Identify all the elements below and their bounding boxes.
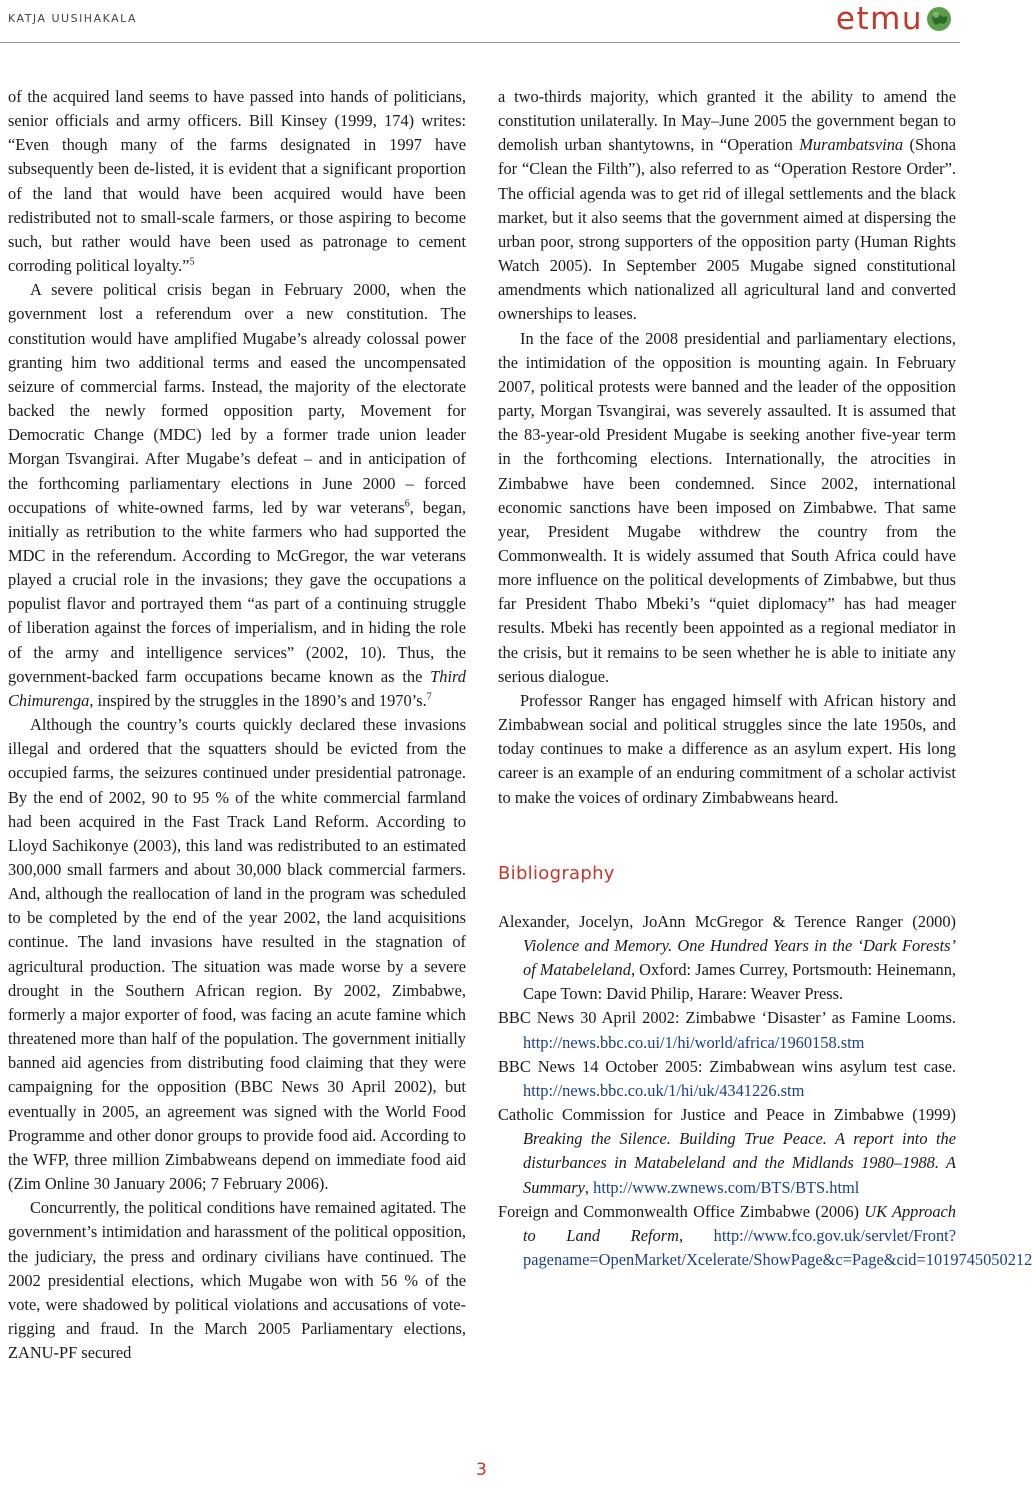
- journal-logo: [835, 1, 952, 37]
- globe-icon: [926, 6, 952, 32]
- bibliography-link[interactable]: http://www.zwnews.com/BTS/BTS.html: [593, 1177, 860, 1197]
- paragraph: of the acquired land seems to have passed into hands of politicians, senior officials and army officers. Bill Kinsey (1999, 174) writes: “Even though many of the farms designated in 1997 have subsequently been de-listed, it is evident that a significant proportion of the land that would have been acquired would have been redistributed not to small-scale farmers, or those aspiring to become such, but rather would have been used as patronage to cement corroding political loyalty.”$^5$: [8, 87, 466, 276]
- footnote-ref[interactable]: 5: [189, 256, 195, 268]
- right-column: [498, 85, 1032, 1272]
- footnote-ref[interactable]: 7: [426, 691, 432, 703]
- paragraph: In the face of the 2008 presidential and parliamentary elections, the intimidation of the opposition is mounting again. In February 2007, political protests were banned and the leader of the opposition party, Morgan Tsvangirai, was severely assaulted. It is assumed that the 83-year-old President Mugabe is seeking another five-year term in the forthcoming elections. Internationally, the atrocities in Zimbabwe have been condemned. Since 2002, international economic sanctions have been imposed on Zimbabwe. That same year, President Mugabe withdrew the country from the Commonwealth. It is widely assumed that South Africa could have more influence on the political developments of Zimbabwe, but thus far President Thabo Mbeki’s “quiet diplomacy” has had meager results. Mbeki has recently been appointed as a regional mediator in the crisis, but it remains to be seen whether he is able to initiate any serious dialogue.: [498, 328, 956, 686]
- bibliography-entry: Foreign and Commonwealth Office Zimbabwe (2006) UK Approach to Land Reform, http://www.fco.gov.uk/servlet/Front?pagename=OpenMarket/Xcelerate/ShowPage&c=Page&cid=1019745050212: [498, 1201, 1032, 1270]
- bibliography-link[interactable]: http://news.bbc.co.ui/1/hi/world/africa/1960158.stm: [523, 1032, 865, 1052]
- paragraph: a two-thirds majority, which granted it the ability to amend the constitution unilaterally. In May–June 2005 the government began to demolish urban shantytowns, in “Operation Murambatsvina (Shona for “Clean the Filth”), also referred to as “Operation Restore Order”. The official agenda was to get rid of illegal settlements and the black market, but it also seems that the government aimed at dispersing the urban poor, strong supporters of the opposition party (Human Rights Watch 2005). In September 2005 Mugabe signed constitutional amendments which nationalized all agricultural land and converted ownerships to leases.: [498, 87, 956, 324]
- paragraph: Although the country’s courts quickly declared these invasions illegal and ordered that the squatters should be evicted from the occupied farms, the seizures continued under presidential patronage. By the end of 2002, 90 to 95 % of the white commercial farmland had been acquired in the Fast Track Land Reform. According to Lloyd Sachikonye (2003), this land was redistributed to an estimated 300,000 small farmers and about 30,000 black commercial farmers. And, although the reallocation of land in the program was scheduled to be completed by the end of the year 2002, the land acquisitions continue. The land invasions have resulted in the stagnation of agricultural production. The situation was made worse by a severe drought in the Southern African region. By 2002, Zimbabwe, formerly a major exporter of food, was facing an acute famine which threatened more than half of the population. The government initially banned aid agencies from distributing food claiming that they were campaigning for the opposition (BBC News 30 April 2002), but eventually in 2005, an agreement was signed with the World Food Programme and other donor groups to provide food aid. According to the WFP, three million Zimbabweans depend on immediate food aid (Zim Online 30 January 2006; 7 February 2006).: [8, 715, 466, 1194]
- journal-logo-text: etmu: [835, 1, 923, 37]
- paragraph: Concurrently, the political conditions have remained agitated. The government’s intimidation and harassment of the political opposition, the judiciary, the press and ordinary civilians have continued. The 2002 presidential elections, which Mugabe won with 56 % of the vote, were shadowed by political violations and accusations of vote-rigging and fraud. In the March 2005 Parliamentary elections, ZANU-PF secured: [8, 1198, 466, 1363]
- bibliography-entry: BBC News 14 October 2005: Zimbabwean wins asylum test case. http://news.bbc.co.uk/1/hi/uk/4341226.stm: [498, 1056, 956, 1100]
- running-header-author: KATJA UUSIHAKALA: [8, 12, 138, 25]
- bibliography-link[interactable]: http://news.bbc.co.uk/1/hi/uk/4341226.stm: [523, 1080, 805, 1100]
- paragraph: A severe political crisis began in February 2000, when the government lost a referendum over a new constitution. The constitution would have amplified Mugabe’s already colossal power granting him two additional terms and eased the uncompensated seizure of commercial farms. Instead, the majority of the electorate backed the newly formed opposition party, Movement for Democratic Change (MDC) led by a former trade union leader Morgan Tsvangirai. After Mugabe’s defeat – and in anticipation of the forthcoming parliamentary elections in June 2000 – forced occupations of white-owned farms, led by war veterans$^6$, began, initially as retribution to the white farmers who had supported the MDC in the referendum. According to McGregor, the war veterans played a crucial role in the invasions; they gave the occupations a populist flavor and portrayed them “as part of a continuing struggle of liberation against the forces of imperialism, and in hiding the role of the army and intelligence services” (2002, 10). Thus, the government-backed farm occupations became known as the Third Chimurenga, inspired by the struggles in the 1890’s and 1970’s.$^7$: [8, 280, 467, 710]
- left-column: [8, 85, 466, 1365]
- bibliography-entry: Alexander, Jocelyn, JoAnn McGregor & Terence Ranger (2000) Violence and Memory. One Hundred Years in the ‘Dark Forests’ of Matabeleland, Oxford: James Currey, Portsmouth: Heinemann, Cape Town: David Philip, Harare: Weaver Press.: [498, 911, 957, 1004]
- paragraph: Professor Ranger has engaged himself with African history and Zimbabwean social and political struggles since the late 1950s, and today continues to make a difference as an asylum expert. His long career is an example of an enduring commitment of a scholar activist to make the voices of ordinary Zimbabweans heard.: [498, 690, 956, 807]
- header-rule: [0, 42, 960, 43]
- footnote-ref[interactable]: 6: [404, 498, 410, 510]
- bibliography-entry: Catholic Commission for Justice and Peace in Zimbabwe (1999) Breaking the Silence. Building True Peace. A report into the disturbances in Matabeleland and the Midlands 1980–1988. A Summary, http://www.zwnews.com/BTS/BTS.html: [498, 1105, 956, 1197]
- bibliography-link[interactable]: http://www.fco.gov.uk/servlet/Front?pagename=OpenMarket/Xcelerate/ShowPage&c=Page&cid=1019745050212: [523, 1225, 1032, 1270]
- bibliography-heading: Bibliography: [498, 862, 615, 884]
- bibliography-entry: BBC News 30 April 2002: Zimbabwe ‘Disaster’ as Famine Looms. http://news.bbc.co.ui/1/hi/world/africa/1960158.stm: [498, 1008, 956, 1052]
- page-number: 3: [476, 1460, 487, 1480]
